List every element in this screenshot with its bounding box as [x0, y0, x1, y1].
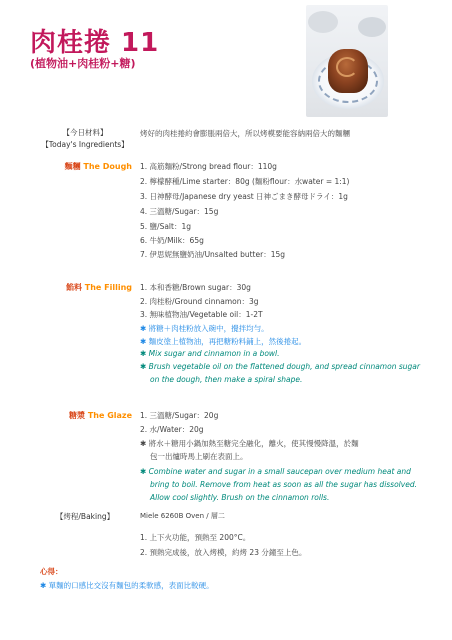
filling-item: 1. 本和香糖/Brown sugar：30g: [140, 283, 251, 292]
ingredients-note: 烤好的肉桂捲約會膨脹兩倍大，所以烤模要能容納兩倍大的麵糰: [140, 129, 350, 138]
dough-item: 2. 檸檬酵種/Lime starter：80g (麵粉flour：水water = 1:1): [140, 177, 350, 186]
filling-note-en: ✱ Mix sugar and cinnamon in a bowl.: [140, 349, 280, 358]
glaze-note-en: ✱ Combine water and sugar in a small saucepan over medium heat and: [140, 467, 411, 476]
ingredients-label-en: 【Today's Ingredients】: [41, 140, 129, 149]
thoughts-item: ✱ 單麵的口感比交沒有麵包的柔軟感，表面比較硬。: [40, 581, 214, 590]
filling-label-en: The Filling: [84, 283, 132, 292]
dough-item: 7. 伊思妮無鹽奶油/Unsalted butter：15g: [140, 250, 285, 259]
filling-note-en: ✱ Brush vegetable oil on the flattened dough, and spread cinnamon sugar: [140, 362, 420, 371]
glaze-label: [40, 410, 132, 421]
baking-label: 【烤程/Baking】: [55, 512, 115, 521]
dough-label-zh: 麵糰: [64, 162, 81, 171]
dough-item: 5. 鹽/Salt：1g: [140, 222, 191, 231]
dough-item: 3. 日神酵母/Japanese dry yeast 日神ごまき酵母ドライ：1g: [140, 192, 348, 201]
glaze-note-en: Allow cool slightly. Brush on the cinnamon rolls.: [150, 493, 330, 502]
thoughts-label: 心得：: [40, 567, 63, 576]
page-title: 肉桂捲 11: [30, 28, 160, 58]
cinnamon-roll-photo: [306, 5, 388, 117]
filling-item: 3. 無味植物油/Vegetable oil：1-2T: [140, 310, 263, 319]
glaze-label-zh: 糖漿: [69, 411, 86, 420]
filling-note-zh: ✱ 麵皮塗上植物油，再把糖粉料鋪上，然後捲起。: [140, 337, 307, 346]
dough-item: 4. 三溫糖/Sugar：15g: [140, 207, 219, 216]
dough-label: [40, 161, 132, 172]
ingredients-label-zh: 【今日材料】: [62, 128, 108, 137]
background-blur: [308, 11, 338, 33]
filling-note-zh: ✱ 將糖＋肉桂粉放入碗中，攪拌均勻。: [140, 324, 269, 333]
baking-step: 1. 上下火功能，預熱至 200°C。: [140, 533, 251, 542]
glaze-item: 1. 三溫糖/Sugar：20g: [140, 411, 219, 420]
glaze-item: 2. 水/Water：20g: [140, 425, 204, 434]
baking-step: 2. 預熱完成後，放入烤模，約烤 23 分鐘至上色。: [140, 548, 307, 557]
glaze-note-zh: ✱ 將水＋糖用小鍋加熱至糖完全融化，離火，使其慢慢降溫，於麵: [140, 439, 359, 448]
filling-label-zh: 餡料: [65, 283, 82, 292]
dough-item: 1. 高筋麵粉/Strong bread flour：110g: [140, 162, 277, 171]
glaze-label-en: The Glaze: [87, 411, 132, 420]
filling-label: [40, 282, 132, 293]
dough-label-en: The Dough: [83, 162, 132, 171]
glaze-note-en: bring to boil. Remove from heat as soon as all the sugar has dissolved.: [150, 480, 417, 489]
baking-oven: Miele 6260B Oven / 層二: [140, 512, 225, 520]
cinnamon-swirl: [336, 57, 358, 77]
glaze-note-zh: 包一出爐時馬上刷在表面上。: [150, 452, 248, 461]
filling-item: 2. 肉桂粉/Ground cinnamon：3g: [140, 297, 259, 306]
background-blur: [358, 17, 386, 37]
filling-note-en: on the dough, then make a spiral shape.: [150, 375, 303, 384]
page-subtitle: (植物油+肉桂粉+糖): [30, 57, 136, 70]
ingredients-label: [40, 127, 130, 151]
dough-item: 6. 牛奶/Milk：65g: [140, 236, 204, 245]
